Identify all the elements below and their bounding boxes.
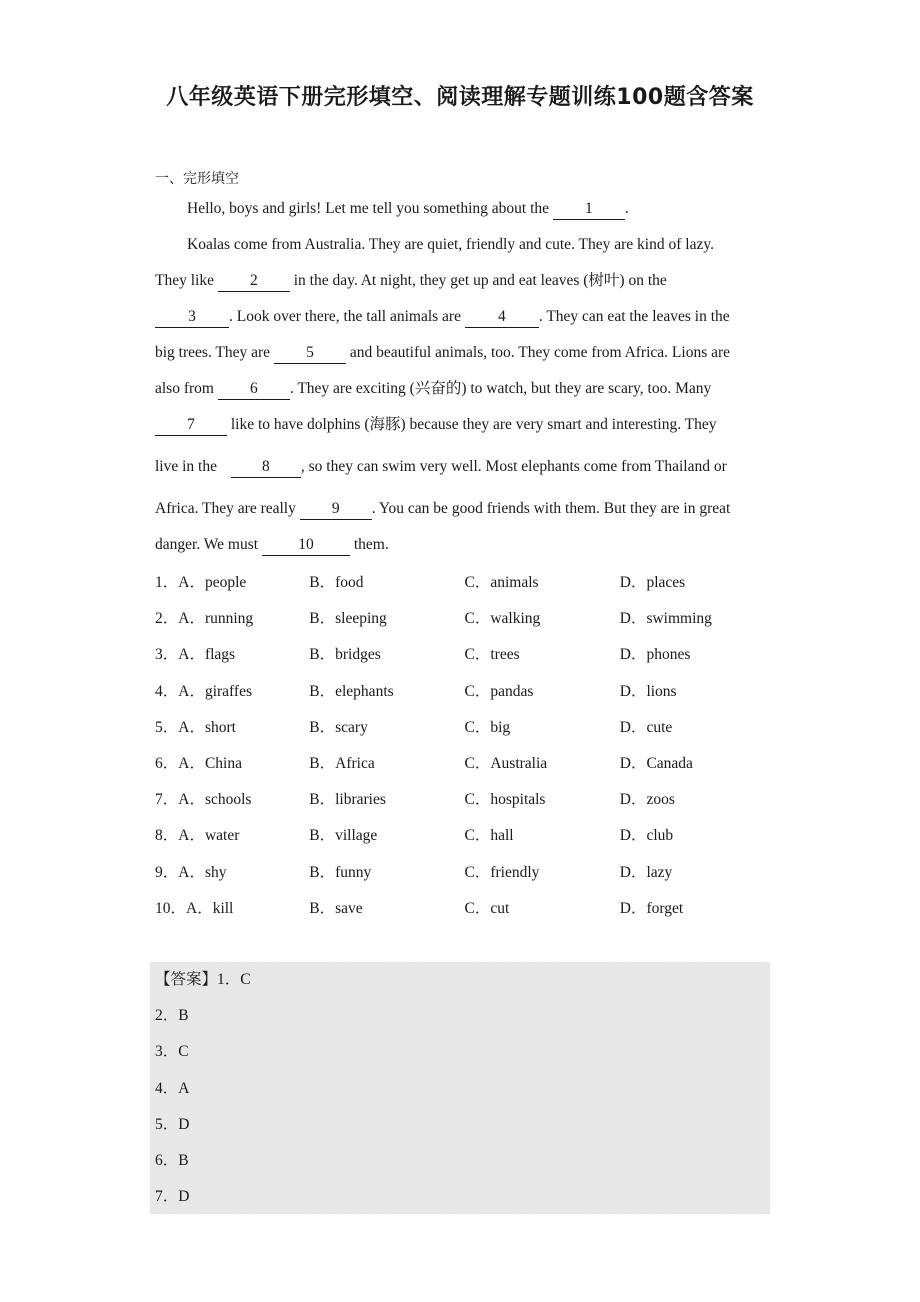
option-b: B．Africa	[309, 754, 375, 772]
passage-text: . Look over there, the tall animals are	[229, 308, 465, 325]
option-a: 9．A．shy	[155, 863, 227, 881]
option-b: B．sleeping	[309, 610, 387, 628]
passage-text: live in the	[155, 458, 221, 475]
option-a: 8．A．water	[155, 827, 240, 845]
option-row	[155, 785, 775, 821]
option-c: C．hospitals	[464, 791, 546, 809]
answer-line: 7．D	[155, 1188, 190, 1206]
option-c: C．animals	[464, 574, 539, 591]
option-d: D．Canada	[619, 754, 693, 772]
option-b: B．village	[309, 827, 378, 845]
blank-6: 6	[218, 379, 290, 400]
passage-line	[155, 194, 765, 230]
option-c: C．friendly	[464, 863, 540, 881]
option-row	[155, 713, 775, 749]
option-c: C．big	[464, 718, 511, 736]
option-d: D．lazy	[619, 863, 673, 881]
option-a: 6．A．China	[155, 754, 242, 772]
option-a: 1．A．people	[155, 574, 247, 591]
passage-text: in the day. At night, they get up and eat leaves (树叶) on the	[289, 272, 667, 289]
option-c: C．hall	[464, 827, 514, 845]
option-c: C．trees	[464, 646, 520, 664]
option-c: C．walking	[464, 610, 541, 628]
option-b: B．food	[309, 574, 364, 591]
answer-line: 【答案】1．C	[155, 971, 251, 988]
passage-line	[155, 410, 765, 452]
option-c: C．pandas	[464, 682, 534, 700]
option-d: D．cute	[619, 718, 673, 736]
passage-text: and beautiful animals, too. They come from Africa. Lions are	[345, 344, 731, 361]
blank-10: 10	[262, 535, 350, 556]
passage-text: danger. We must	[155, 536, 262, 553]
option-row	[155, 894, 775, 930]
option-d: D．lions	[619, 682, 677, 700]
passage-text: . You can be good friends with them. But they are in great	[371, 500, 731, 517]
option-a: 5．A．short	[155, 718, 236, 736]
answer-line: 2．B	[155, 1007, 189, 1025]
option-d: D．club	[619, 827, 674, 845]
answer-line: 6．B	[155, 1151, 189, 1169]
option-a: 10．A．kill	[155, 899, 234, 917]
option-b: B．funny	[309, 863, 372, 881]
options-list	[155, 568, 775, 930]
passage-text: Koalas come from Australia. They are quiet, friendly and cute. They are kind of lazy.	[187, 236, 714, 253]
option-c: C．Australia	[464, 754, 548, 772]
passage-text: big trees. They are	[155, 344, 274, 361]
passage-text: , so they can swim very well. Most elephants come from Thailand or	[300, 458, 727, 475]
option-a: 4．A．giraffes	[155, 682, 252, 700]
option-row	[155, 677, 775, 713]
option-d: D．places	[619, 574, 686, 591]
passage-text: . They can eat the leaves in the	[538, 308, 730, 325]
passage-text: also from	[155, 380, 218, 397]
option-a: 3．A．flags	[155, 646, 236, 664]
section-heading: 一、完形填空	[155, 171, 239, 187]
option-b: B．scary	[309, 718, 368, 736]
passage-text: them.	[349, 536, 389, 553]
option-c: C．cut	[464, 899, 510, 917]
blank-8: 8	[231, 457, 301, 478]
blank-2: 2	[218, 271, 290, 292]
option-d: D．phones	[619, 646, 691, 664]
blank-9: 9	[300, 499, 372, 520]
option-d: D．forget	[619, 899, 684, 917]
answer-box	[150, 962, 770, 1214]
option-b: B．libraries	[309, 791, 386, 809]
option-d: D．swimming	[619, 610, 712, 628]
answer-line: 4．A	[155, 1079, 190, 1097]
option-row	[155, 568, 775, 604]
blank-1: 1	[553, 199, 625, 220]
option-a: 7．A．schools	[155, 791, 252, 809]
passage-text: like to have dolphins (海豚) because they are very smart and interesting. They	[227, 416, 717, 433]
blank-4: 4	[465, 307, 539, 328]
option-d: D．zoos	[619, 791, 675, 809]
option-row	[155, 604, 775, 640]
passage-text: . They are exciting (兴奋的) to watch, but they are scary, too. Many	[289, 380, 712, 397]
passage-line	[155, 338, 765, 374]
passage-text: .	[624, 200, 629, 217]
option-b: B．save	[309, 899, 363, 917]
passage-text: Hello, boys and girls! Let me tell you something about the	[187, 200, 553, 217]
passage-line	[155, 530, 765, 566]
passage-line	[155, 452, 765, 494]
cloze-passage	[155, 194, 765, 566]
option-row	[155, 749, 775, 785]
blank-7: 7	[155, 415, 227, 436]
option-row	[155, 640, 775, 676]
option-a: 2．A．running	[155, 610, 254, 628]
option-row	[155, 858, 775, 894]
passage-text: They like	[155, 272, 218, 289]
option-b: B．bridges	[309, 646, 381, 664]
page-title: 八年级英语下册完形填空、阅读理解专题训练100题含答案	[166, 85, 754, 110]
blank-5: 5	[274, 343, 346, 364]
passage-line	[155, 494, 765, 530]
passage-line	[155, 230, 765, 266]
answer-line: 3．C	[155, 1043, 189, 1061]
answer-line: 5．D	[155, 1115, 190, 1133]
passage-line	[155, 266, 765, 302]
passage-line	[155, 302, 765, 338]
option-b: B．elephants	[309, 682, 394, 700]
option-row	[155, 821, 775, 857]
blank-3: 3	[155, 307, 229, 328]
passage-line	[155, 374, 765, 410]
passage-text: Africa. They are really	[155, 500, 300, 517]
